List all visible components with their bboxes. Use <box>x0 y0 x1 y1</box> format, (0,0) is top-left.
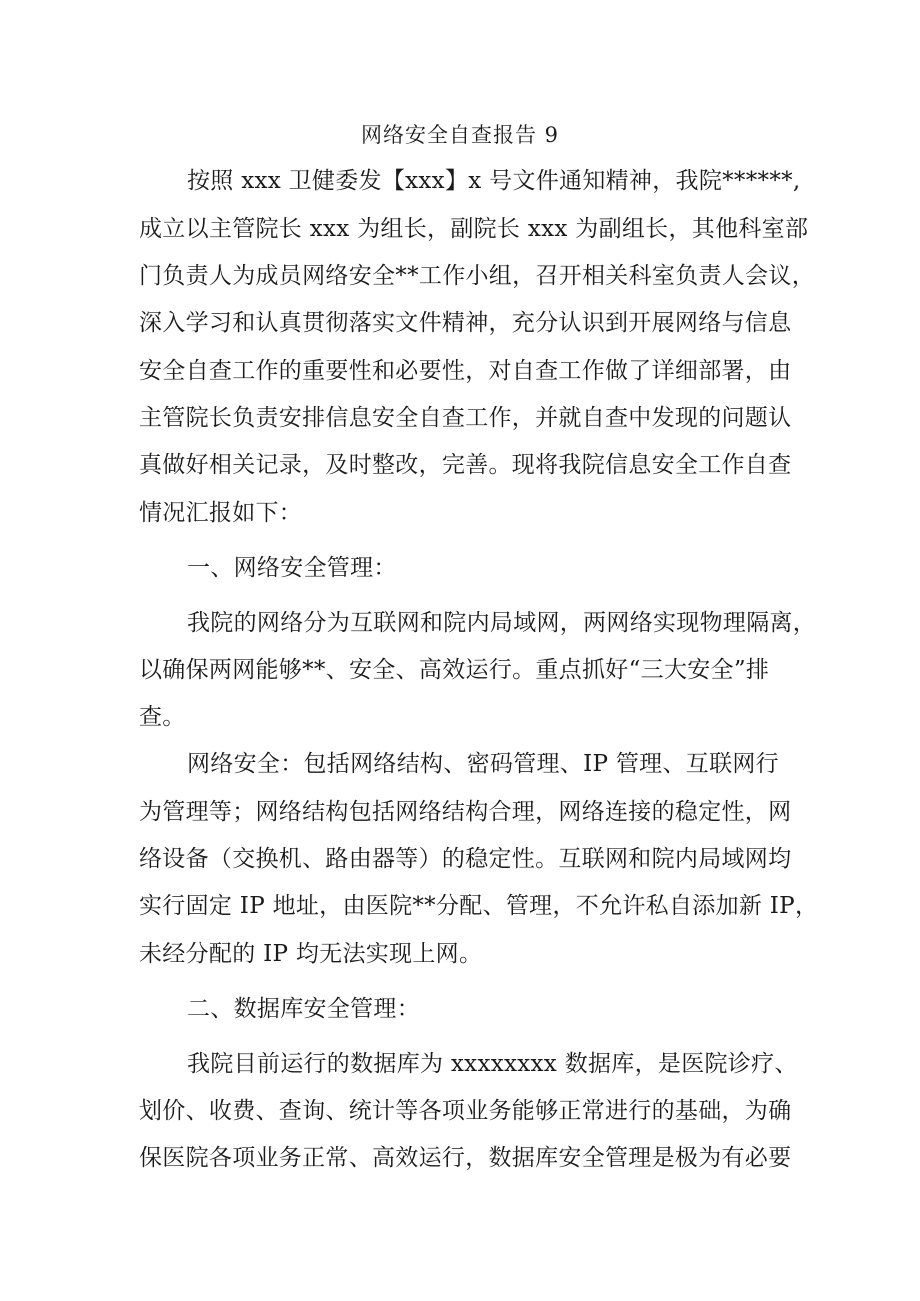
paragraph-line: 安全自查工作的重要性和必要性，对自查工作做了详细部署，由 <box>139 358 792 384</box>
paragraph-line: 保医院各项业务正常、高效运行，数据库安全管理是极为有必要 <box>139 1145 792 1171</box>
document-title: 网络安全自查报告 9 <box>360 123 560 147</box>
paragraph-line: 网络安全：包括网络结构、密码管理、IP 管理、互联网行 <box>187 751 779 777</box>
paragraph-line: 成立以主管院长 xxx 为组长，副院长 xxx 为副组长，其他科室部 <box>139 216 809 242</box>
paragraph-line: 实行固定 IP 地址，由医院**分配、管理，不允许私自添加新 IP， <box>139 893 819 919</box>
paragraph-line: 我院的网络分为互联网和院内局域网，两网络实现物理隔离， <box>187 610 817 636</box>
section-heading: 二、数据库安全管理： <box>187 996 420 1022</box>
paragraph-line: 深入学习和认真贯彻落实文件精神，充分认识到开展网络与信息 <box>139 310 792 336</box>
paragraph-line: 划价、收费、查询、统计等各项业务能够正常进行的基础，为确 <box>139 1098 792 1124</box>
paragraph-line: 查。 <box>139 704 186 730</box>
paragraph-line: 主管院长负责安排信息安全自查工作，并就自查中发现的问题认 <box>139 405 792 431</box>
paragraph-line: 真做好相关记录，及时整改，完善。现将我院信息安全工作自查 <box>139 452 792 478</box>
paragraph-line: 未经分配的 IP 均无法实现上网。 <box>139 941 483 967</box>
paragraph-line: 按照 xxx 卫健委发【xxx】x 号文件通知精神，我院******, <box>187 168 801 194</box>
paragraph-line: 为管理等；网络结构包括网络结构合理，网络连接的稳定性，网 <box>139 799 792 825</box>
paragraph-line: 情况汇报如下： <box>139 500 303 526</box>
section-heading: 一、网络安全管理： <box>187 555 397 581</box>
paragraph-line: 络设备（交换机、路由器等）的稳定性。互联网和院内局域网均 <box>139 846 792 872</box>
paragraph-line: 以确保两网能够**、安全、高效运行。重点抓好“三大安全”排 <box>139 657 770 683</box>
paragraph-line: 我院目前运行的数据库为 xxxxxxxx 数据库，是医院诊疗、 <box>187 1051 798 1077</box>
paragraph-line: 门负责人为成员网络安全**工作小组，召开相关科室负责人会议， <box>139 263 815 289</box>
